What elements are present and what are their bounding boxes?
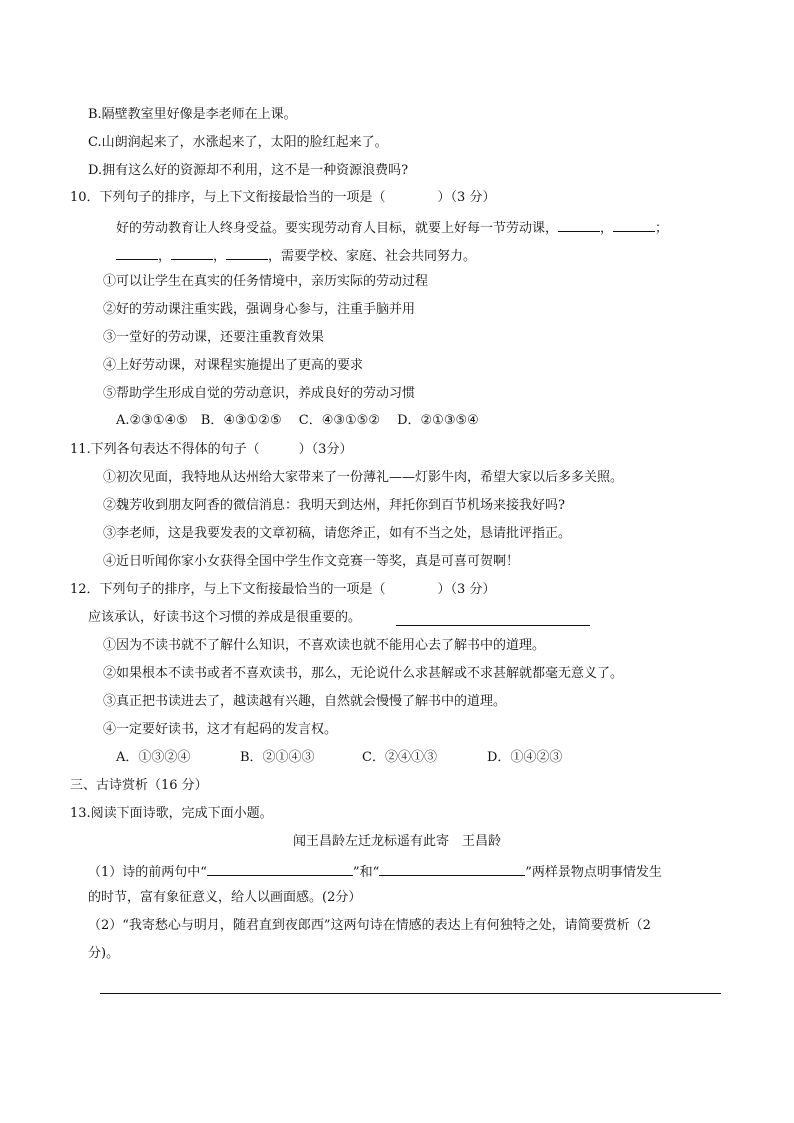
- q13-sub1-text: ”两样景物点明事情发生: [525, 865, 662, 880]
- q12-item: ②如果根本不读书或者不喜欢读书，那么，无论说什么求甚解或不求甚解就都毫无意义了。: [103, 666, 624, 681]
- q13-sub1-line2: 的时节，富有象征意义，给人以画面感。(2分）: [88, 890, 362, 905]
- q12-stem: 12．下列句子的排序，与上下文衔接最恰当的一项是（ ）（3 分）: [70, 582, 496, 597]
- q9-option-d: D.拥有这么好的资源却不利用，这不是一种资源浪费吗?: [88, 163, 409, 178]
- q9-option-c: C.山朗润起来了，水涨起来了，太阳的脸红起来了。: [88, 135, 388, 150]
- q13-sub1-text: ”和“: [352, 865, 380, 880]
- q13-answer-line[interactable]: [100, 993, 721, 994]
- q10-item: ①可以让学生在真实的任务情境中，亲历实际的劳动过程: [103, 274, 429, 289]
- q10-options: A.②③①④⑤ B．④③①②⑤ C．④③①⑤② D．②①③⑤④: [116, 413, 479, 428]
- q10-item: ⑤帮助学生形成自觉的劳动意识，养成良好的劳动习惯: [103, 386, 416, 401]
- q10-item: ②好的劳动课注重实践，强调身心参与，注重手脑并用: [103, 302, 416, 317]
- q10-blank-5[interactable]: [226, 245, 268, 260]
- q12-item: ④一定要好读书，这才有起码的发言权。: [103, 722, 338, 737]
- q12-option-a: A．①③②④: [116, 750, 191, 765]
- q10-sep: ，: [213, 249, 227, 264]
- q11-item: ③李老师，这是我要发表的文章初稿，请您斧正，如有不当之处，恳请批评指正。: [103, 526, 572, 541]
- q11-stem: 11.下列各句表达不得体的句子（ ）（3分）: [70, 442, 353, 457]
- q12-answer-line[interactable]: [396, 625, 590, 626]
- q10-item: ④上好劳动课，对课程实施提出了更高的要求: [103, 358, 364, 373]
- q10-blank-1[interactable]: [558, 217, 600, 232]
- q11-item: ④近日听闻你家小女获得全国中学生作文竞赛一等奖，真是可喜可贺啊！: [103, 554, 520, 569]
- q9-option-b: B.隔壁教室里好像是李老师在上课。: [88, 107, 297, 122]
- q12-option-b: B．②①④③: [240, 750, 315, 765]
- q13-sub1-blank-2[interactable]: [379, 861, 525, 876]
- q10-item: ③一堂好的劳动课，还要注重教育效果: [103, 330, 325, 345]
- section-heading: 三、古诗赏析（16 分）: [70, 778, 208, 793]
- q11-item: ①初次见面，我特地从达州给大家带来了一份薄礼——灯影牛肉，希望大家以后多多关照。: [103, 470, 624, 485]
- q13-stem: 13.阅读下面诗歌，完成下面小题。: [70, 806, 273, 821]
- q10-blank-4[interactable]: [171, 245, 213, 260]
- q10-sep: ，: [600, 221, 614, 236]
- q10-sep: ；: [655, 221, 669, 236]
- q13-sub1-text: （1）诗的前两句中“: [88, 865, 207, 880]
- q10-passage-line1: [116, 217, 668, 238]
- q12-item: ①因为不读书就不了解什么知识，不喜欢读也就不能用心去了解书中的道理。: [103, 638, 546, 653]
- q13-sub1-line1: [88, 861, 662, 882]
- q12-item: ③真正把书读进去了，越读越有兴趣，自然就会慢慢了解书中的道理。: [103, 694, 507, 709]
- q12-option-c: C．②④①③: [362, 750, 437, 765]
- q10-blank-2[interactable]: [613, 217, 655, 232]
- q13-sub2-line2: 分)。: [88, 946, 120, 961]
- q10-sep: ，: [158, 249, 172, 264]
- q10-passage-end: ，需要学校、家庭、社会共同努力。: [268, 249, 477, 264]
- q13-sub2-line1: （2）“我寄愁心与明月，随君直到夜郎西”这两句诗在情感的表达上有何独特之处，请简要赏析（2: [88, 918, 651, 933]
- q10-passage-text: 好的劳动教育让人终身受益。要实现劳动育人目标，就要上好每一节劳动课，: [116, 221, 559, 236]
- q12-lead: 应该承认，好读书这个习惯的养成是很重要的。: [88, 610, 362, 625]
- q12-option-d: D．①④②③: [487, 750, 563, 765]
- poem-title: 闻王昌龄左迁龙标遥有此寄 王昌龄: [292, 834, 501, 849]
- q10-stem: 10．下列句子的排序，与上下文衔接最恰当的一项是（ ）（3 分）: [70, 190, 496, 205]
- q11-item: ②魏芳收到朋友阿香的微信消息：我明天到达州，拜托你到百节机场来接我好吗?: [103, 498, 565, 513]
- q10-passage-line2: [116, 245, 476, 266]
- q13-sub1-blank-1[interactable]: [207, 861, 353, 876]
- q10-blank-3[interactable]: [116, 245, 158, 260]
